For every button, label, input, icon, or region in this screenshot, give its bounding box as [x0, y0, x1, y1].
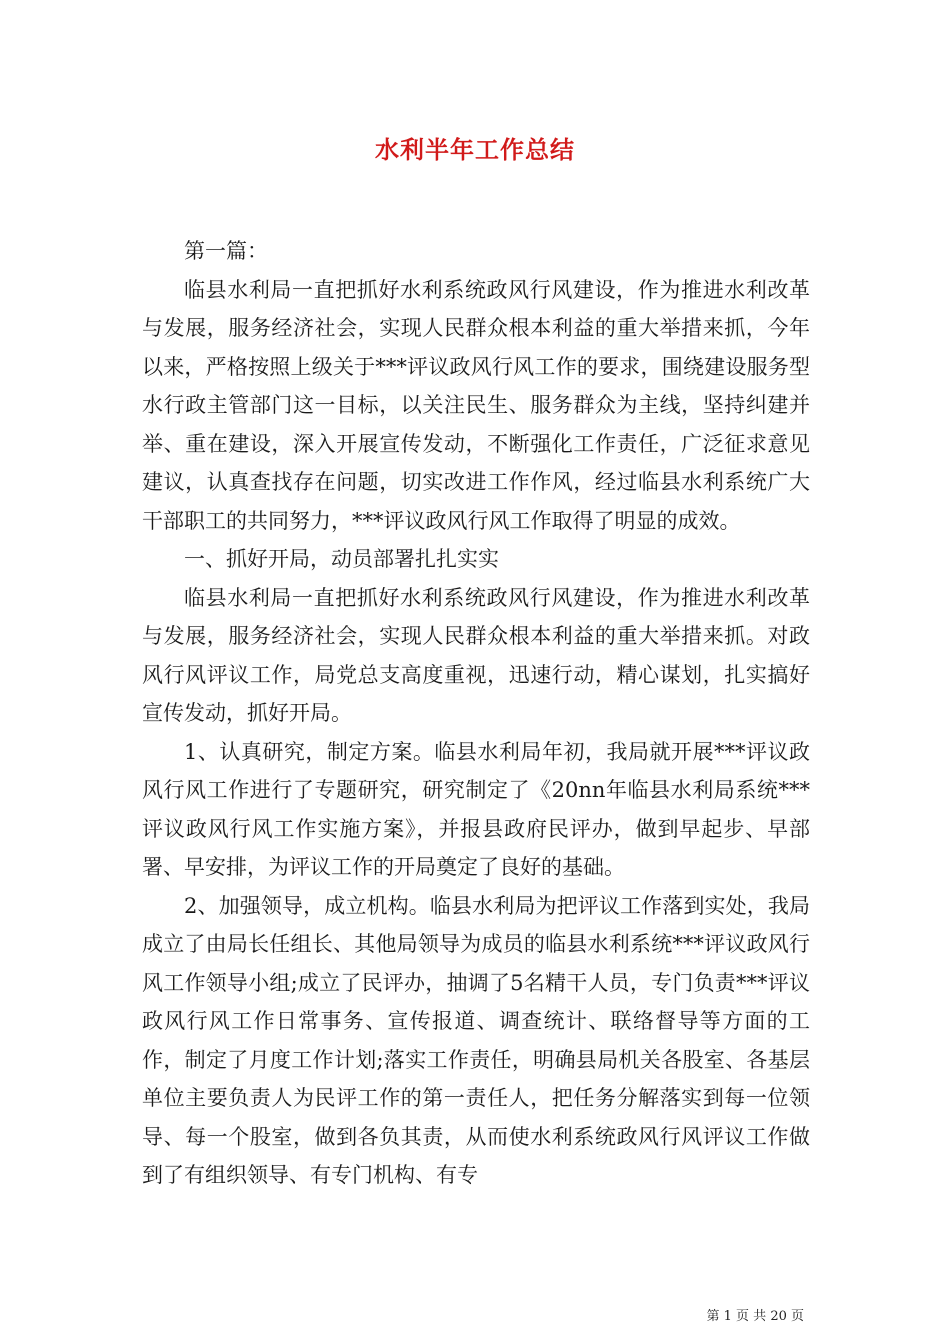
- section-heading: 一、抓好开局，动员部署扎扎实实: [184, 547, 499, 571]
- paragraph-item-two: 2、加强领导，成立机构。临县水利局为把评议工作落到实处，我局成立了由局长任组长、其他局领导为成员的临县水利系统***评议政风行风工作领导小组;成立了民评办，抽调了5名精干人员，专门负责***评议政风行风工作日常事务、宣传报道、调查统计、联络督导等方面的工作，制定了月度工作计划;落实工作责任，明确县局机关各股室、各基层单位主要负责人为民评工作的第一责任人，把任务分解落实到每一位领导、每一个股室，做到各负其责，从而使水利系统政风行风评议工作做到了有组织领导、有专门机构、有专: [142, 893, 810, 1187]
- section-label: 第一篇：: [184, 239, 268, 263]
- paragraph-section-one: 临县水利局一直把抓好水利系统政风行风建设，作为推进水利改革与发展，服务经济社会，实现人民群众根本利益的重大举措来抓。对政风行风评议工作，局党总支高度重视，迅速行动，精心谋划，扎实搞好宣传发动，抓好开局。: [142, 585, 810, 725]
- page-number: 第 1 页 共 20 页: [706, 1309, 804, 1324]
- paragraph-item-one: 1、认真研究，制定方案。临县水利局年初，我局就开展***评议政风行风工作进行了专题研究，研究制定了《20nn年临县水利局系统***评议政风行风工作实施方案》，并报县政府民评办，做到早起步、早部署、早安排，为评议工作的开局奠定了良好的基础。: [142, 739, 810, 879]
- document-title: 水利半年工作总结: [375, 135, 575, 164]
- paragraph-intro: 临县水利局一直把抓好水利系统政风行风建设，作为推进水利改革与发展，服务经济社会，实现人民群众根本利益的重大举措来抓，今年以来，严格按照上级关于***评议政风行风工作的要求，围绕建设服务型水行政主管部门这一目标，以关注民生、服务群众为主线，坚持纠建并举、重在建设，深入开展宣传发动，不断强化工作责任，广泛征求意见建议，认真查找存在问题，切实改进工作作风，经过临县水利系统广大干部职工的共同努力，***评议政风行风工作取得了明显的成效。: [142, 277, 810, 533]
- document-body: [142, 232, 810, 1195]
